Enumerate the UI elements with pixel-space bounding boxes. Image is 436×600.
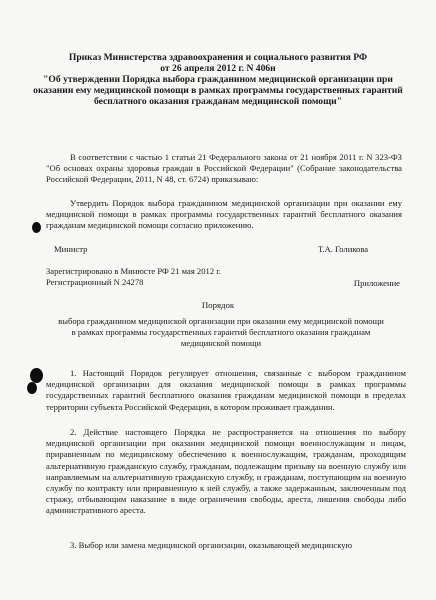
clause-1: 1. Настоящий Порядок регулирует отношения, связанные с выбором гражданином медицинской организации для оказания медицинской помощи в рамках программы государственных гарантий бесплатного оказания гражданам медицинской помощи в пределах территории субъекта Российской Федерации, в котором проживает гражданин. <box>46 368 406 412</box>
preamble-paragraph: В соответствии с частью 1 статьи 21 Федерального закона от 21 ноября 2011 г. N 323-ФЗ "Об основах охраны здоровья граждан в Российской Федерации" (Собрание законодательства Российской Федерации, 2011, N 48, ст. 6724) приказываю: <box>46 152 402 185</box>
procedure-subtitle: выбора гражданином медицинской организации при оказании ему медицинской помощи в рамках программы государственных гарантий бесплатного оказания гражданам медицинской помощи <box>58 316 384 349</box>
clause-3: 3. Выбор или замена медицинской организации, оказывающей медицинскую <box>70 540 352 550</box>
registration-block <box>46 266 221 288</box>
order-header <box>30 52 406 107</box>
punch-hole-mark <box>30 368 43 383</box>
order-title: Приказ Министерства здравоохранения и социального развития РФ <box>68 52 368 63</box>
appendix-label: Приложение <box>353 278 400 288</box>
registration-number: Регистрационный N 24278 <box>46 277 144 287</box>
order-date: от 26 апреля 2012 г. N 406н <box>160 63 276 74</box>
punch-hole-mark <box>32 222 41 233</box>
punch-hole-mark <box>27 382 37 394</box>
order-subject: "Об утверждении Порядка выбора гражданином медицинской организации при оказании ему медицинской помощи в рамках программы государственных гарантий бесплатного оказания гражданам медицинской помощи" <box>33 74 403 107</box>
signature-role: Министр <box>54 244 88 254</box>
procedure-title: Порядок <box>201 300 235 310</box>
clause-2: 2. Действие настоящего Порядка не распространяется на отношения по выбору медицинской организации при оказании медицинской помощи военнослужащим и лицам, приравненным по медицинскому обеспечению к военнослужащим, гражданам, проходящим альтернативную гражданскую службу, гражданам, подлежащим призыву на военную службу или направляемым на альтернативную гражданскую службу, и гражданам, поступающим на военную службу по контракту или приравненную к ней службу, а также задержанным, заключенным под стражу, отбывающим наказание в виде ограничения свободы, ареста, лишения свободы либо административного ареста. <box>46 427 406 516</box>
approve-paragraph: Утвердить Порядок выбора гражданином медицинской организации при оказании ему медицинской помощи в рамках программы государственных гарантий бесплатного оказания гражданам медицинской помощи согласно приложению. <box>46 198 402 231</box>
registration-date: Зарегистрировано в Минюсте РФ 21 мая 2012 г. <box>46 266 221 276</box>
signature-name: Т.А. Голикова <box>318 244 369 254</box>
